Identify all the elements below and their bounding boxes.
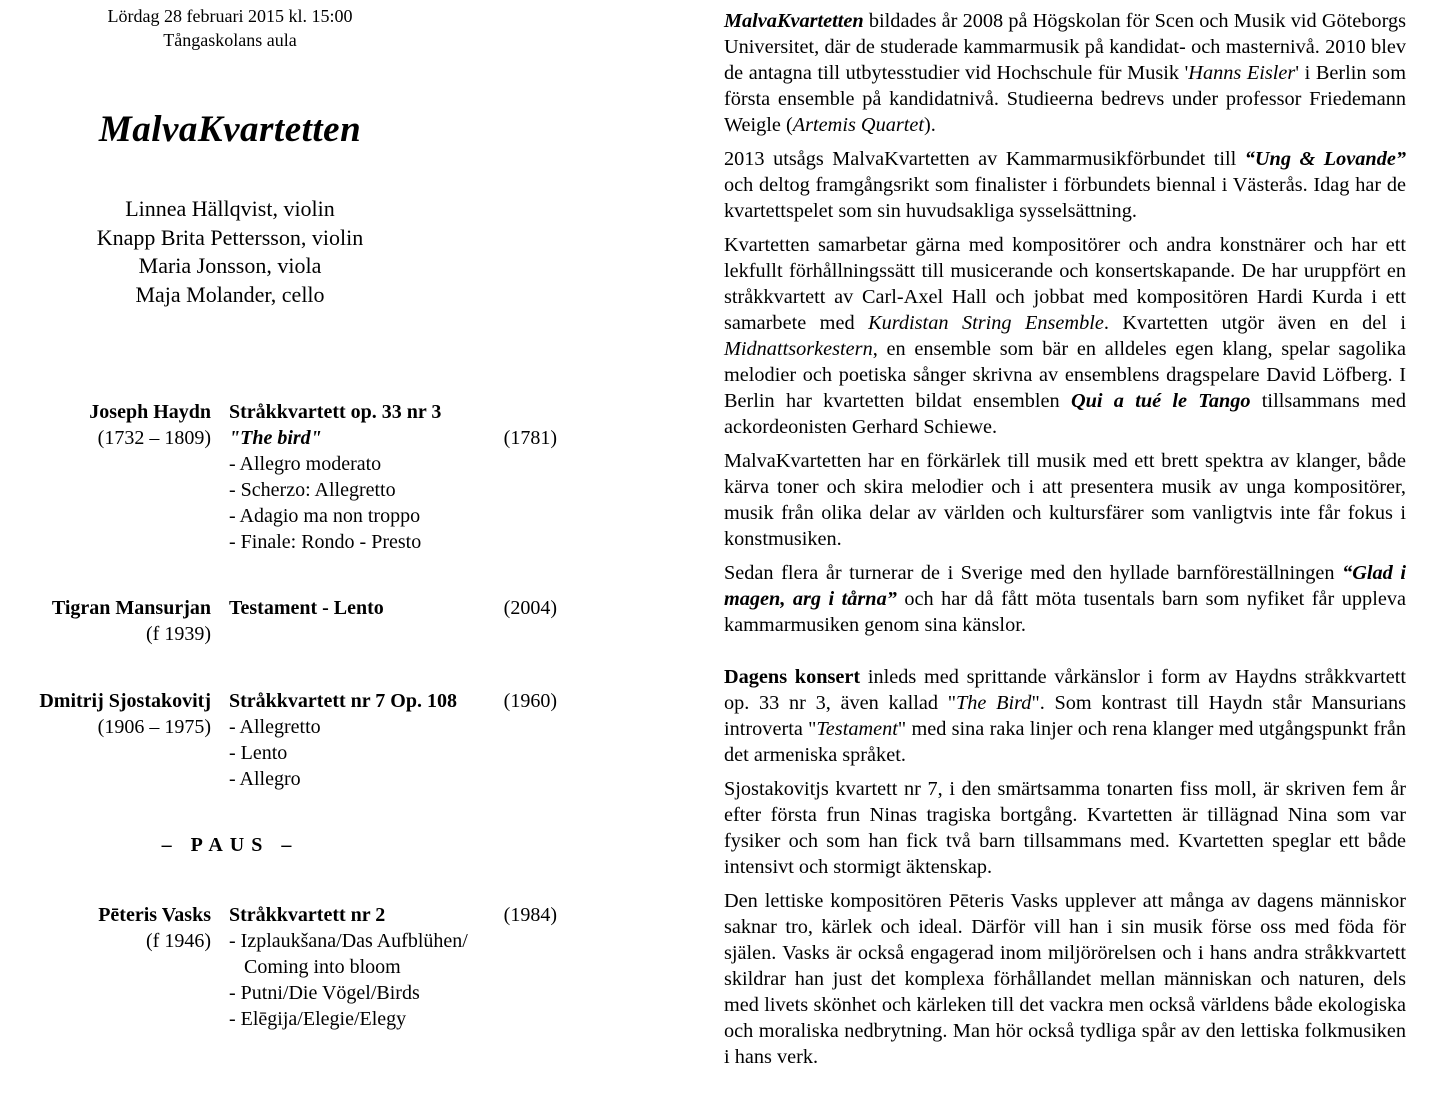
- concert-heading: Dagens konsert: [724, 666, 861, 688]
- movement: - Allegro moderato: [229, 453, 382, 475]
- work-subtitle: "The bird": [229, 427, 322, 449]
- concert-date: Lördag 28 februari 2015 kl. 15:00: [107, 6, 353, 26]
- movement: - Finale: Rondo - Presto: [229, 531, 422, 553]
- work-title: Stråkkvartett op. 33 nr 3: [229, 401, 442, 423]
- concert-paragraph: Den lettiske kompositören Pēteris Vasks upplever att många av dagens människor saknar tro, kärlek och ideal. Därför vill han i sin musik förse oss med föda för själen. Vasks är också engagerad inom miljörörelsen och i hans andra stråkkvartett skildrar han just det komplexa förhållandet mellan människan och naturen, dels med livets skönhet och kärleken till det vackra men också världens både ekologiska och moraliska nedbrytning. Man hör också tydliga spår av den lettiska folkmusiken i hans verk.: [724, 890, 1406, 1068]
- movement: - Lento: [229, 742, 288, 764]
- bio-paragraph: MalvaKvartetten bildades år 2008 på Högskolan för Scen och Musik vid Göteborgs Universitet, där de studerade kammarmusik på kandidat- och masternivå. 2010 blev de antagna till utbytesstudier vid Hochschule für Musik 'Hanns Eisler' i Berlin som första ensemble på kandidatnivå. Studieerna bedrevs under professor Friedemann Weigle (Artemis Quartet).: [724, 10, 1406, 136]
- work-year: (1984): [503, 904, 557, 926]
- work-year: (1781): [503, 427, 557, 449]
- performer-list: [0, 195, 460, 309]
- bio-paragraph: MalvaKvartetten har en förkärlek till musik med ett brett spektra av klanger, både kärva toner och skira melodier och i att presentera musik av unga kompositörer, musik från olika delar av världen och kultursfärer som vanligtvis inte får fokus i konstmusiken.: [724, 450, 1406, 550]
- performer: Knapp Brita Pettersson, violin: [96, 224, 364, 250]
- performer: Maria Jonsson, viola: [138, 253, 322, 278]
- movement: - Adagio ma non troppo: [229, 505, 421, 527]
- movement: - Scherzo: Allegretto: [229, 479, 396, 501]
- work-title: Stråkkvartett nr 7 Op. 108: [229, 690, 457, 712]
- movement: - Allegro: [229, 768, 301, 790]
- work-year: (2004): [503, 597, 557, 619]
- movement-continued: Coming into bloom: [244, 956, 401, 978]
- ensemble-name-emphasis: MalvaKvartetten: [724, 10, 864, 32]
- performer: Linnea Hällqvist, violin: [125, 196, 335, 221]
- movement: - Allegretto: [229, 716, 321, 738]
- composer-name: Tigran Mansurjan: [51, 597, 211, 619]
- bio-paragraph: 2013 utsågs MalvaKvartetten av Kammarmusikförbundet till “Ung & Lovande” och deltog framgångsrikt som finalister i förbundets biennal i Västerås. Idag har de kvartettspelet som sin huvudsakliga sysselsättning.: [724, 148, 1406, 222]
- movement: - Elēgija/Elegie/Elegy: [229, 1008, 407, 1030]
- bio-paragraph: Kvartetten samarbetar gärna med kompositörer och andra konstnärer och har ett lekfullt förhållningssätt till musicerande och konsertskapande. De har uruppfört en stråkkvartett av Carl-Axel Hall och jobbat med kompositören Hardi Kurda i ett samarbete med Kurdistan String Ensemble. Kvartetten utgör även en del i Midnattsorkestern, en ensemble som bär en alldeles egen klang, spelar sagolika melodier och poetiska sånger skrivna av ensemblens dragspelare David Löfberg. I Berlin har kvartetten bildat ensemblen Qui a tué le Tango tillsammans med ackordeonisten Gerhard Schiewe.: [724, 234, 1407, 438]
- work-year: (1960): [503, 690, 557, 712]
- work-title: Testament - Lento: [229, 597, 384, 619]
- composer-dates: (f 1946): [146, 930, 211, 952]
- concert-venue: Tångaskolans aula: [163, 30, 297, 50]
- composer-dates: (1906 – 1975): [97, 716, 211, 738]
- performer: Maja Molander, cello: [135, 281, 325, 307]
- work-title: Stråkkvartett nr 2: [229, 904, 386, 926]
- movement: - Izplaukšana/Das Aufblühen/: [229, 930, 468, 952]
- bio-paragraph: Sedan flera år turnerar de i Sverige med den hyllade barnföreställningen “Glad i magen, arg i tårna” och har då fått möta tusentals barn som nyfiket får uppleva kammarmusiken genom sina känslor.: [724, 562, 1406, 636]
- composer-name: Dmitrij Sjostakovitj: [39, 690, 211, 712]
- composer-name: Pēteris Vasks: [98, 904, 211, 926]
- composer-name: Joseph Haydn: [89, 401, 211, 423]
- intermission-label: – PAUS –: [161, 834, 299, 856]
- program-page: [0, 0, 600, 1118]
- concert-paragraph: Sjostakovitjs kvartett nr 7, i den smärtsamma tonarten fiss moll, är skriven fem år efter första frun Ninas tragiska bortgång. Kvartetten är tillägnad Nina som var fysiker och som han fick två barn tillsammans med. Kvartetten speglar ett både intensivt och stormigt äktenskap.: [724, 778, 1406, 878]
- movement: - Putni/Die Vögel/Birds: [229, 982, 420, 1004]
- ensemble-title: MalvaKvartetten: [98, 109, 362, 150]
- composer-dates: (1732 – 1809): [97, 427, 211, 449]
- program-notes: [724, 8, 1406, 1078]
- concert-paragraph: Dagens konsert inleds med sprittande vårkänslor i form av Haydns stråkkvartett op. 33 nr 3, även kallad "The Bird". Som kontrast till Haydn står Mansurians introverta "Testament" med sina raka linjer och rena klanger med utgångspunkt från det armeniska språket.: [724, 666, 1407, 766]
- composer-dates: (f 1939): [146, 623, 211, 645]
